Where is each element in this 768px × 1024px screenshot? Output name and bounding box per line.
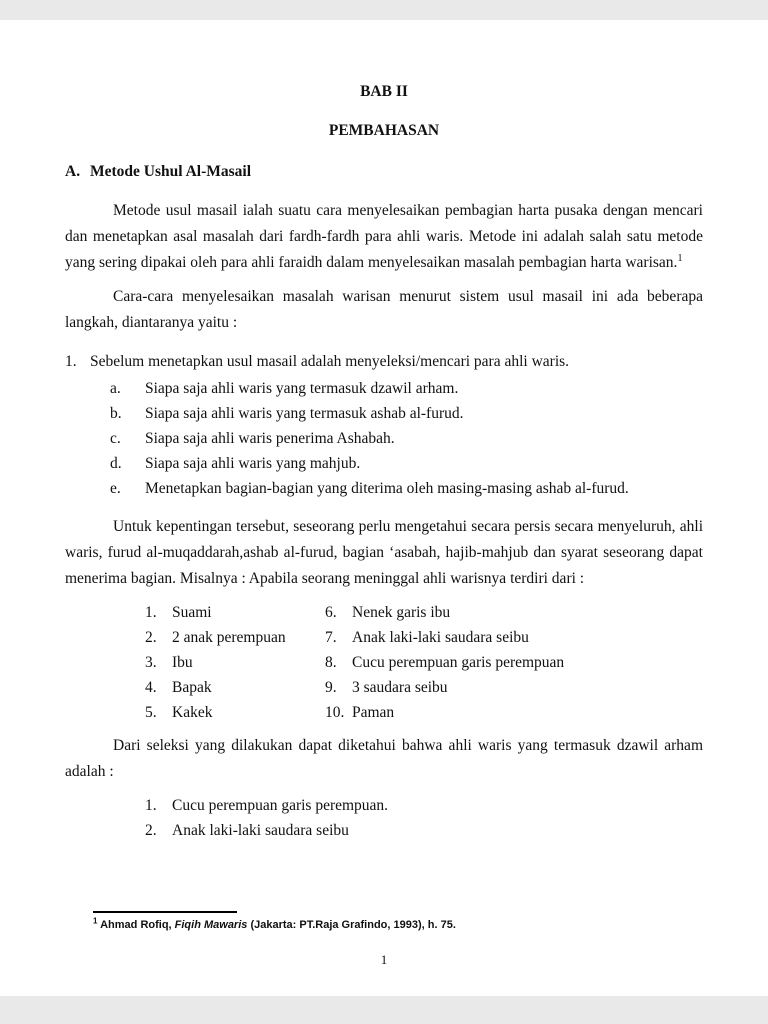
list-item-number: 10. bbox=[325, 704, 345, 721]
list-item-number: 2. bbox=[145, 629, 157, 646]
list-number: 1. bbox=[65, 353, 77, 370]
list-item-number: 9. bbox=[325, 679, 337, 696]
list-item-letter: c. bbox=[110, 430, 121, 447]
list-item bbox=[325, 675, 703, 700]
chapter-subtitle: PEMBAHASAN bbox=[328, 122, 440, 139]
section-heading-title: Metode Ushul Al-Masail bbox=[90, 163, 252, 180]
list-item-letter: d. bbox=[110, 455, 122, 472]
numbered-item-1 bbox=[65, 349, 703, 375]
footnote-author: Ahmad Rofiq, bbox=[97, 919, 175, 931]
list-item-text: Siapa saja ahli waris yang termasuk dzawil arham. bbox=[145, 380, 459, 397]
footnote bbox=[93, 911, 703, 933]
list-item bbox=[145, 625, 325, 650]
paragraph-intro bbox=[65, 198, 703, 276]
list-item-number: 1. bbox=[145, 604, 157, 621]
list-item-text: Siapa saja ahli waris yang termasuk ashab al-furud. bbox=[145, 405, 464, 422]
list-item-text: Menetapkan bagian-bagian yang diterima oleh masing-masing ashab al-furud. bbox=[145, 480, 629, 497]
list-item bbox=[325, 625, 703, 650]
footnote-citation: (Jakarta: PT.Raja Grafindo, 1993), h. 75. bbox=[247, 919, 456, 931]
list-item bbox=[145, 650, 325, 675]
heirs-list bbox=[145, 600, 703, 725]
list-item-letter: a. bbox=[110, 380, 121, 397]
chapter-title: BAB II bbox=[360, 83, 408, 100]
list-item bbox=[110, 451, 703, 476]
dzawil-arham-list bbox=[145, 793, 703, 843]
list-item-number: 6. bbox=[325, 604, 337, 621]
heirs-column-right bbox=[325, 600, 703, 725]
list-item-number: 1. bbox=[145, 797, 157, 814]
paragraph-explain: Untuk kepentingan tersebut, seseorang perlu mengetahui secara persis secara menyeluruh, ahli waris, furud al-muqaddarah,ashab al-furud, bagian ʻasabah, hajib-mahjub dan syarat seseorang dapat menerima bagian. Misalnya : Apabila seorang meninggal ahli warisnya terdiri dari : bbox=[65, 518, 703, 587]
list-item-text: 3 saudara seibu bbox=[352, 679, 448, 696]
footnote-text bbox=[93, 918, 703, 933]
list-item-number: 3. bbox=[145, 654, 157, 671]
list-item-text: Ibu bbox=[172, 654, 193, 671]
paragraph-steps: Cara-cara menyelesaikan masalah warisan menurut sistem usul masail ini ada beberapa langkah, diantaranya yaitu : bbox=[65, 288, 703, 331]
list-item-number: 2. bbox=[145, 822, 157, 839]
paragraph-selection: Dari seleksi yang dilakukan dapat diketahui bahwa ahli waris yang termasuk dzawil arham adalah : bbox=[65, 737, 703, 780]
list-item-text: Bapak bbox=[172, 679, 212, 696]
list-item-text: Paman bbox=[352, 704, 395, 721]
list-item bbox=[110, 401, 703, 426]
footnote-work-title: Fiqih Mawaris bbox=[174, 919, 248, 931]
list-text: Sebelum menetapkan usul masail adalah menyeleksi/mencari para ahli waris. bbox=[90, 353, 570, 370]
list-item bbox=[145, 818, 703, 843]
page-number: 1 bbox=[380, 952, 388, 967]
footnote-separator bbox=[93, 911, 237, 913]
list-item bbox=[110, 426, 703, 451]
list-item bbox=[145, 700, 325, 725]
list-item-letter: b. bbox=[110, 405, 122, 422]
list-item bbox=[145, 793, 703, 818]
list-item bbox=[110, 376, 703, 401]
list-item bbox=[110, 476, 703, 501]
list-item-letter: e. bbox=[110, 480, 121, 497]
list-item bbox=[325, 650, 703, 675]
list-item-text: Suami bbox=[172, 604, 212, 621]
list-item-text: 2 anak perempuan bbox=[172, 629, 286, 646]
list-item-number: 8. bbox=[325, 654, 337, 671]
list-item-text: Nenek garis ibu bbox=[352, 604, 451, 621]
list-item bbox=[325, 600, 703, 625]
document-page bbox=[0, 20, 768, 996]
list-item-text: Anak laki-laki saudara seibu bbox=[352, 629, 529, 646]
list-item-number: 4. bbox=[145, 679, 157, 696]
list-item-text: Siapa saja ahli waris penerima Ashabah. bbox=[145, 430, 395, 447]
list-item-text: Kakek bbox=[172, 704, 213, 721]
list-item bbox=[325, 700, 703, 725]
list-item-text: Cucu perempuan garis perempuan bbox=[352, 654, 565, 671]
section-heading-label: A. bbox=[65, 163, 81, 180]
section-heading bbox=[65, 159, 703, 185]
footnote-marker: 1 bbox=[93, 916, 98, 926]
paragraph-intro-text: Metode usul masail ialah suatu cara menyelesaikan pembagian harta pusaka dengan mencari dan menetapkan asal masalah dari fardh-fardh para ahli waris. Metode ini adalah salah satu metode yang sering dipakai oleh para ahli faraidh dalam menyelesaikan masalah pembagian harta warisan. bbox=[65, 202, 703, 271]
list-item-number: 5. bbox=[145, 704, 157, 721]
footnote-reference: 1 bbox=[677, 252, 683, 264]
list-item-number: 7. bbox=[325, 629, 337, 646]
list-item-text: Cucu perempuan garis perempuan. bbox=[172, 797, 389, 814]
list-item-text: Siapa saja ahli waris yang mahjub. bbox=[145, 455, 361, 472]
heirs-column-left bbox=[145, 600, 325, 725]
list-item bbox=[145, 675, 325, 700]
list-item bbox=[145, 600, 325, 625]
sub-list bbox=[65, 376, 703, 501]
list-item-text: Anak laki-laki saudara seibu bbox=[172, 822, 349, 839]
